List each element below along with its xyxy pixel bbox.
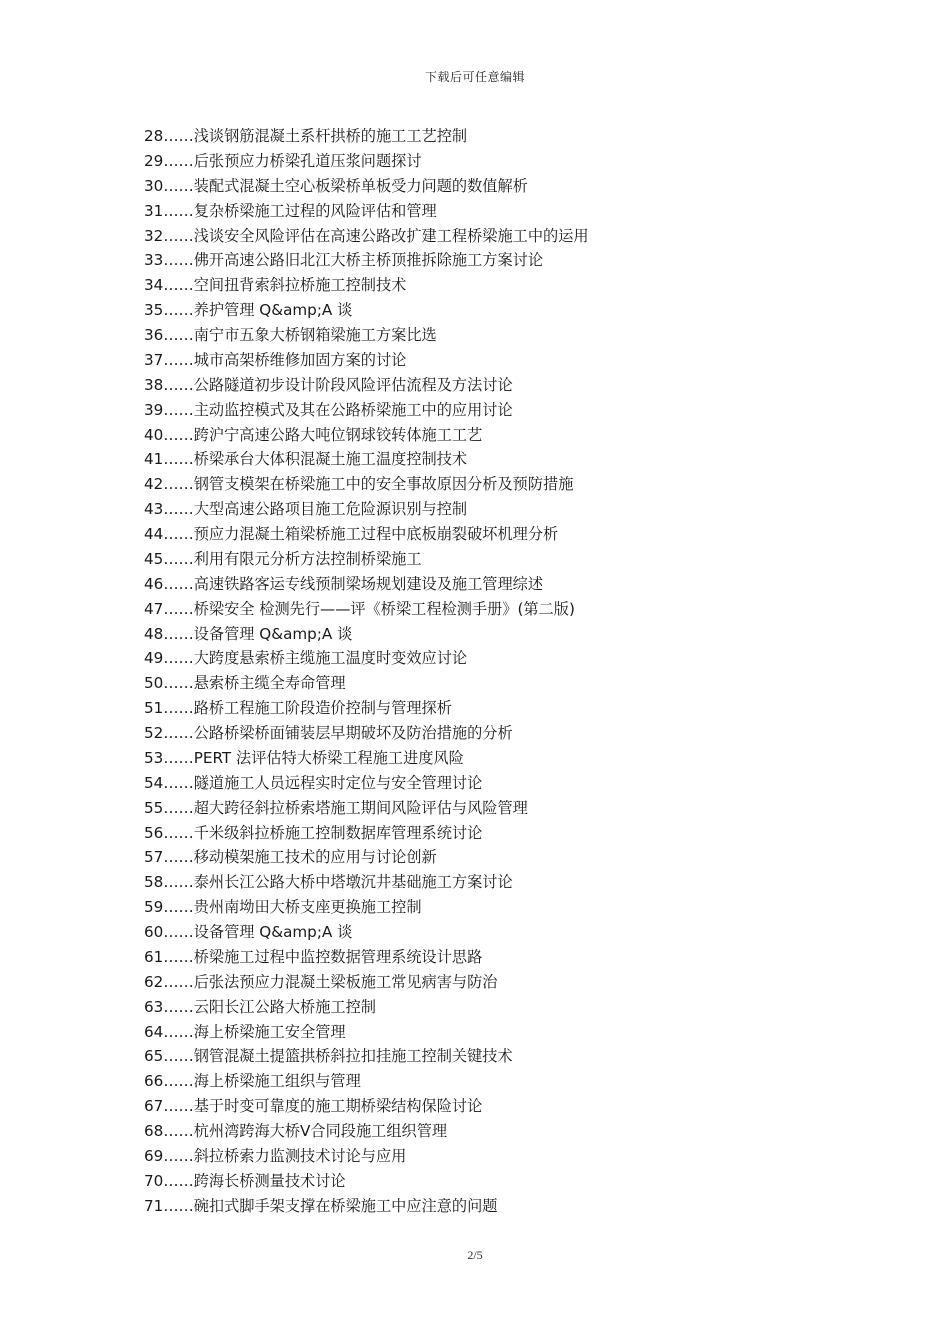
list-item: 35……养护管理 Q&amp;A 谈 [144,301,353,320]
page-number: 2/5 [467,1248,483,1262]
list-item: 59……贵州南坳田大桥支座更换施工控制 [144,898,422,917]
list-item: 43……大型高速公路项目施工危险源识别与控制 [144,500,468,519]
list-item: 36……南宁市五象大桥钢箱梁施工方案比选 [144,326,437,344]
list-item: 57……移动模架施工技术的应用与讨论创新 [144,848,437,867]
list-item: 40……跨沪宁高速公路大吨位钢球铰转体施工工艺 [144,425,483,444]
page-header: 下载后可任意编辑 [424,70,525,84]
list-item: 38……公路隧道初步设计阶段风险评估流程及方法讨论 [144,375,513,394]
list-item: 53……PERT 法评估特大桥梁工程施工进度风险 [144,748,464,767]
list-item: 32……浅谈安全风险评估在高速公路改扩建工程桥梁施工中的运用 [144,226,589,245]
list-item: 66……海上桥梁施工组织与管理 [144,1072,361,1091]
list-item: 60……设备管理 Q&amp;A 谈 [144,923,353,941]
list-item: 39……主动监控模式及其在公路桥梁施工中的应用讨论 [144,400,513,419]
list-item: 56……千米级斜拉桥施工控制数据库管理系统讨论 [144,823,483,842]
list-item: 51……路桥工程施工阶段造价控制与管理探析 [144,699,452,718]
list-item: 63……云阳长江公路大桥施工控制 [144,997,376,1016]
list-item: 58……泰州长江公路大桥中塔墩沉井基础施工方案讨论 [144,873,513,892]
list-item: 71……碗扣式脚手架支撑在桥梁施工中应注意的问题 [144,1196,498,1215]
list-item: 42……钢管支模架在桥梁施工中的安全事故原因分析及预防措施 [144,475,574,494]
list-item: 30……装配式混凝土空心板梁桥单板受力问题的数值解析 [144,176,528,195]
list-item: 33……佛开高速公路旧北江大桥主桥顶推拆除施工方案讨论 [144,251,544,270]
list-item: 67……基于时变可靠度的施工期桥梁结构保险讨论 [144,1097,483,1116]
list-item: 46……高速铁路客运专线预制梁场规划建设及施工管理综述 [144,574,544,593]
list-item: 54……隧道施工人员远程实时定位与安全管理讨论 [144,773,483,792]
list-item: 48……设备管理 Q&amp;A 谈 [144,624,353,643]
list-item: 34……空间扭背索斜拉桥施工控制技术 [144,276,407,295]
list-item: 28……浅谈钢筋混凝土系杆拱桥的施工工艺控制 [144,127,468,145]
list-item: 64……海上桥梁施工安全管理 [144,1022,346,1041]
list-item: 44……预应力混凝土箱梁桥施工过程中底板崩裂破坏机理分析 [144,525,559,543]
list-item: 47……桥梁安全 检测先行——评《桥梁工程检测手册》(第二版) [144,599,575,618]
list-item: 37……城市高架桥维修加固方案的讨论 [144,350,407,369]
list-item: 41……桥梁承台大体积混凝土施工温度控制技术 [144,450,468,469]
list-item: 61……桥梁施工过程中监控数据管理系统设计思路 [144,947,483,966]
list-item: 52……公路桥梁桥面铺装层早期破坏及防治措施的分析 [144,724,513,742]
list-item: 69……斜拉桥索力监测技术讨论与应用 [144,1146,407,1165]
list-item: 50……悬索桥主缆全寿命管理 [144,674,346,693]
list-item: 31……复杂桥梁施工过程的风险评估和管理 [144,201,437,220]
list-item: 55……超大跨径斜拉桥索塔施工期间风险评估与风险管理 [144,798,528,817]
list-item: 62……后张法预应力混凝土梁板施工常见病害与防治 [144,972,498,991]
list-item: 65……钢管混凝土提篮拱桥斜拉扣挂施工控制关键技术 [144,1047,513,1066]
list-item: 70……跨海长桥测量技术讨论 [144,1171,346,1190]
list-item: 49……大跨度悬索桥主缆施工温度时变效应讨论 [144,649,468,668]
table-of-contents [144,124,904,1219]
list-item: 29……后张预应力桥梁孔道压浆问题探讨 [144,151,422,170]
list-item: 68……杭州湾跨海大桥Ⅴ合同段施工组织管理 [144,1122,448,1140]
list-item: 45……利用有限元分析方法控制桥梁施工 [144,549,422,568]
